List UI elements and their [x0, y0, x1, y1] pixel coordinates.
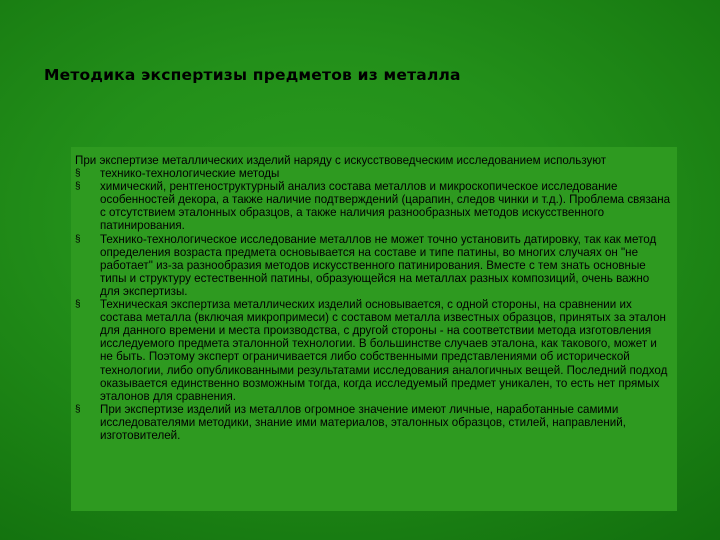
list-item — [75, 167, 671, 180]
bullet-text: Техническая экспертиза металлических изделий основывается, с одной стороны, на сравнении их состава металла (включая микропримеси) с составом металла известных образцов, принятых за эталон для данного времени и места производства, с другой стороны - на соответствии метода изготовления исследуемого предмета эталонной технологии. В большинстве случаев эталона, как такового, может и не быть. Поэтому эксперт ограничивается либо собственными представлениями об исторической технологии, либо опубликованными результатами исследования аналогичных вещей. Последний подход оказывается единственно возможным тогда, когда исследуемый предмет уникален, то есть нет прямых эталонов для сравнения. — [100, 298, 668, 403]
intro-text: При экспертизе металлических изделий наряду с искусствоведческим исследованием используют — [75, 154, 607, 167]
list-item — [75, 180, 671, 232]
list-item — [75, 403, 671, 442]
bullet-icon: § — [75, 181, 81, 193]
bullet-text: химический, рентгеноструктурный анализ состава металлов и микроскопическое исследование особенностей декора, а также наличие подтверждений (царапин, следов чинки и т.д.). Проблема связана с отсутствием эталонных образцов, а также наличия разнообразных методов искусственного патинирования. — [100, 180, 671, 233]
bullet-icon: § — [75, 233, 81, 245]
slide-title: Методика экспертизы предметов из металла — [44, 66, 461, 84]
bullet-icon: § — [75, 299, 81, 311]
content-box — [71, 147, 677, 511]
bullet-icon: § — [75, 403, 81, 415]
bullet-list — [75, 167, 671, 442]
bullet-icon: § — [75, 168, 81, 180]
bullet-text: технико-технологические методы — [100, 167, 280, 181]
list-item — [75, 298, 671, 403]
bullet-text: Технико-технологическое исследование металлов не может точно установить датировку, так как метод определения возраста предмета основывается на составе и типе патины, во многих случаях он "не работает" из-за разнообразия методов искусственного патинирования. Вместе с тем знать основные типы и структуру естественной патины, образующейся на металлах разных композиций, очень важно для экспертизы. — [100, 232, 657, 298]
list-item — [75, 233, 671, 298]
bullet-text: При экспертизе изделий из металлов огромное значение имеют личные, наработанные самими исследователями методики, знание ими материалов, эталонных образцов, стилей, направлений, изготовителей. — [100, 402, 626, 442]
